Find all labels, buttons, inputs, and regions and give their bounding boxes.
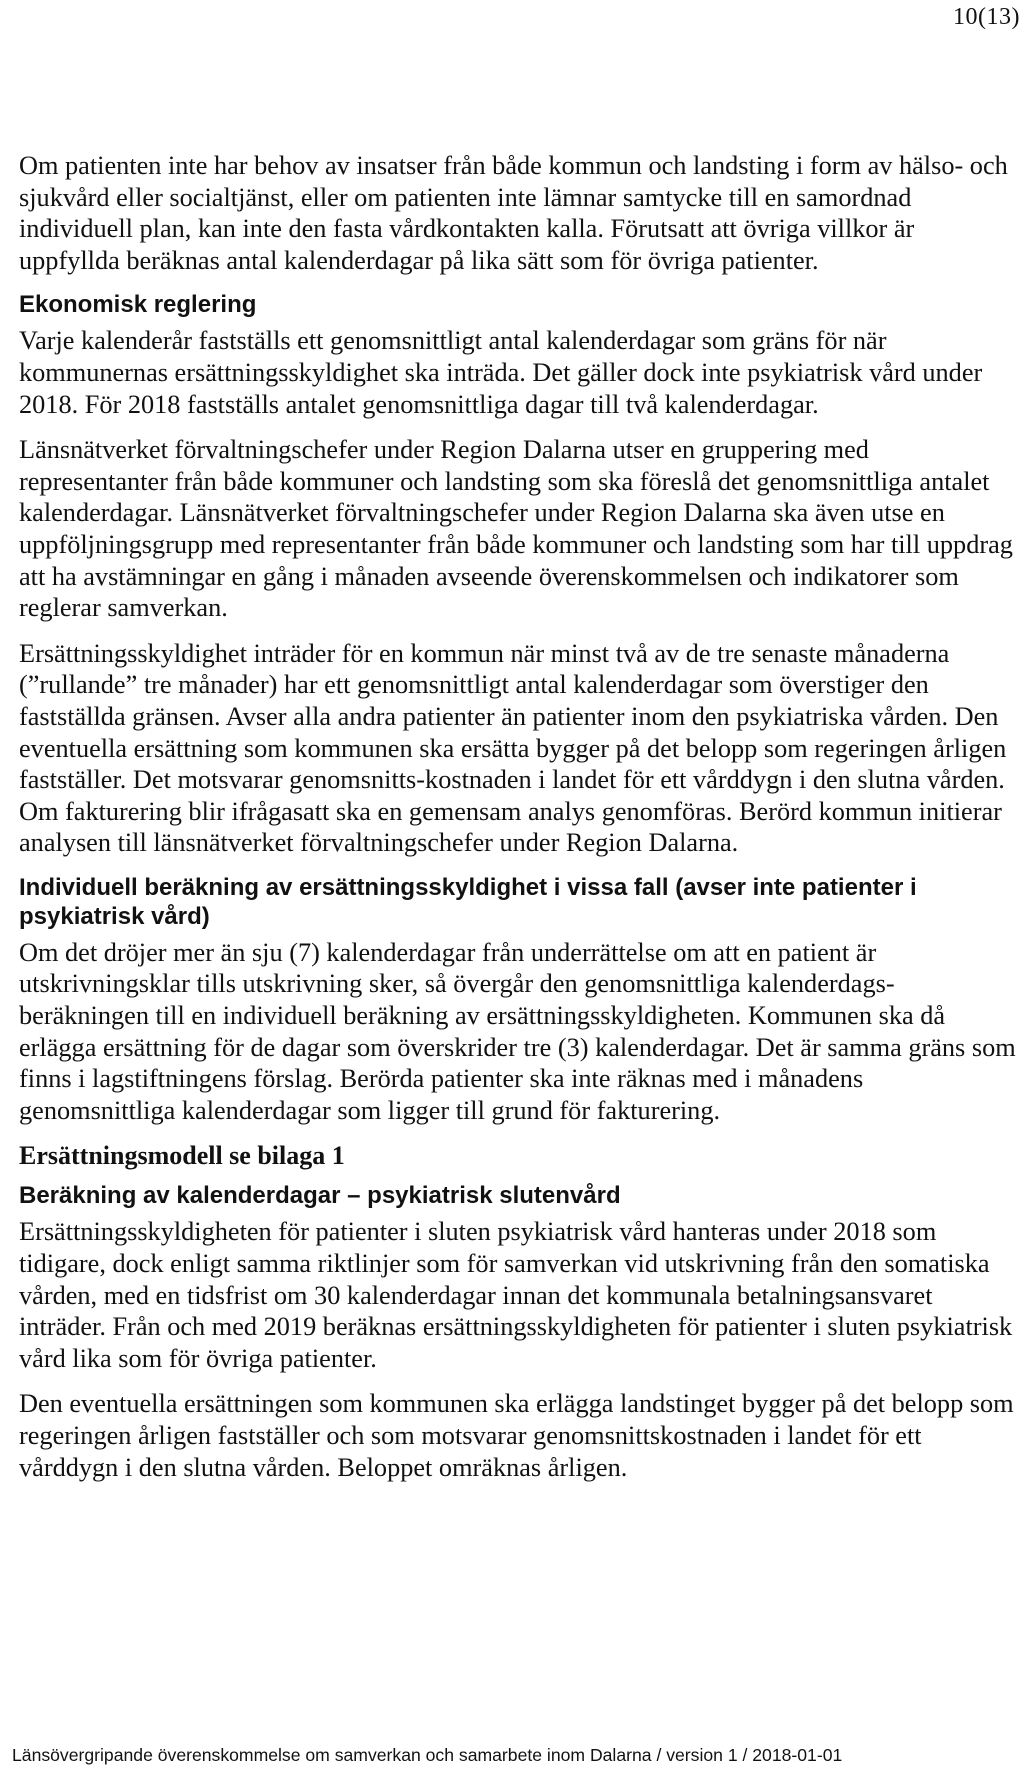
paragraph-individual-1: Om det dröjer mer än sju (7) kalenderdagar från underrättelse om att en patient är utskrivningsklar tills utskrivning sker, så övergår den genomsnittliga kalenderdags-beräkningen till en individuell beräkning av ersättningsskyldigheten. Kommunen ska då erlägga ersättning för de dagar som överskrider tre (3) kalenderdagar. Det är samma gräns som finns i lagstiftningens förslag. Berörda patienter ska inte räknas med i månadens genomsnittliga kalenderdagar som ligger till grund för fakturering. xyxy=(19,937,1016,1125)
heading-individual-calculation: Individuell beräkning av ersättningsskyldighet i vissa fall (avser inte patienter i psykiatrisk vård) xyxy=(19,873,917,930)
page-number: 10(13) xyxy=(953,4,1020,30)
paragraph-economic-3: Ersättningsskyldighet inträder för en kommun när minst två av de tre senaste månaderna (”rullande” tre månader) har ett genomsnittligt antal kalenderdagar som överstiger den fastställda gränsen. Avser alla andra patienter än patienter inom den psykiatriska vården. Den eventuella ersättning som kommunen ska ersätta bygger på det belopp som regeringen årligen fastställer. Det motsvarar genomsnitts-kostnaden i landet för ett vårddygn i den slutna vården. Om fakturering blir ifrågasatt ska en gemensam analys genomföras. Berörd kommun initierar analysen till länsnätverket förvaltningschefer under Region Dalarna. xyxy=(19,638,1007,858)
paragraph-economic-1: Varje kalenderår fastställs ett genomsnittligt antal kalenderdagar som gräns för när kommunernas ersättningsskyldighet ska inträda. Det gäller dock inte psykiatrisk vård under 2018. För 2018 fastställs antalet genomsnittliga dagar till två kalenderdagar. xyxy=(19,326,983,419)
paragraph-psychiatric-1: Ersättningsskyldigheten för patienter i sluten psykiatrisk vård hanteras under 2018 som tidigare, dock enligt samma riktlinjer som för samverkan vid utskrivning från den somatiska vården, med en tidsfrist om 30 kalenderdagar innan det kommunala betalningsansvaret inträder. Från och med 2019 beräknas ersättningsskyldigheten för patienter i sluten psykiatrisk vård lika som för övriga patienter. xyxy=(19,1217,1013,1373)
heading-economic-regulation: Ekonomisk reglering xyxy=(19,291,257,319)
paragraph-economic-2: Länsnätverket förvaltningschefer under Region Dalarna utser en gruppering med representanter från både kommuner och landsting som ska föreslå det genomsnittliga antalet kalenderdagar. Länsnätverket förvaltningschefer under Region Dalarna ska även utse en uppföljningsgrupp med representanter från både kommuner och landsting som har till uppdrag att ha avstämningar en gång i månaden avseende överenskommelsen och indikatorer som reglerar samverkan. xyxy=(19,435,1013,623)
paragraph-psychiatric-2: Den eventuella ersättningen som kommunen ska erlägga landstinget bygger på det belopp som regeringen årligen fastställer och som motsvarar genomsnittskostnaden i landet för ett vårddygn i den slutna vården. Beloppet omräknas årligen. xyxy=(19,1389,1014,1482)
page-footer: Länsövergripande överenskommelse om samverkan och samarbete inom Dalarna / version 1 / 2018-01-01 xyxy=(12,1745,843,1765)
document-body xyxy=(19,150,1019,1497)
heading-compensation-model: Ersättningsmodell se bilaga 1 xyxy=(19,1141,345,1171)
heading-psychiatric-calendar-days: Beräkning av kalenderdagar – psykiatrisk slutenvård xyxy=(19,1182,621,1210)
paragraph-intro: Om patienten inte har behov av insatser från både kommun och landsting i form av hälso- och sjukvård eller socialtjänst, eller om patienten inte lämnar samtycke till en samordnad individuell plan, kan inte den fasta vårdkontakten kalla. Förutsatt att övriga villkor är uppfyllda beräknas antal kalenderdagar på lika sätt som för övriga patienter. xyxy=(19,151,1008,275)
